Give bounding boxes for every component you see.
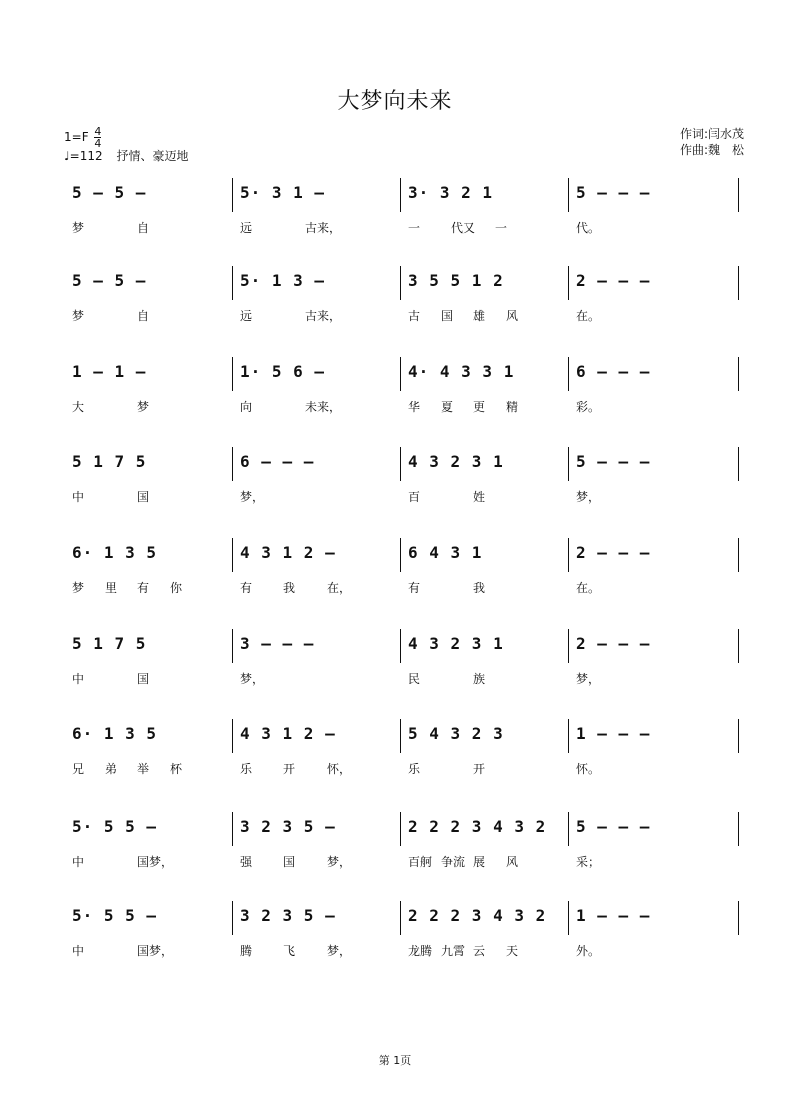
lyric-syllable: 梦，: [327, 944, 352, 958]
bar-line: [738, 901, 739, 935]
composer: 作曲:魏 松: [679, 143, 744, 157]
measure: 2 2 2 3 4 3 2: [408, 817, 547, 836]
measure: 5· 3 1 –: [240, 183, 326, 202]
time-signature: [94, 126, 101, 149]
bar-line: [232, 447, 233, 481]
notes-line: [0, 266, 790, 296]
lyric-syllable: 古: [408, 309, 421, 323]
lyric-syllable: 梦: [72, 221, 85, 235]
measure: 2 2 2 3 4 3 2: [408, 906, 547, 925]
lyric-syllable: 梦，: [576, 672, 601, 686]
bar-line: [232, 901, 233, 935]
bar-line: [568, 901, 569, 935]
lyric-syllable: 中: [72, 944, 85, 958]
lyrics-line: [0, 759, 790, 779]
bar-line: [400, 901, 401, 935]
lyrics-line: [0, 578, 790, 598]
notes-line: [0, 178, 790, 208]
measure: 6· 1 3 5: [72, 543, 158, 562]
lyric-syllable: 风: [506, 855, 519, 869]
bar-line: [400, 719, 401, 753]
measure: 3 2 3 5 –: [240, 817, 336, 836]
measure: 5 1 7 5: [72, 452, 147, 471]
lyric-syllable: 中: [72, 490, 85, 504]
measure: 1 – 1 –: [72, 362, 147, 381]
lyric-syllable: 开: [473, 762, 486, 776]
score-row: [0, 266, 790, 346]
lyric-syllable: 腾: [240, 944, 253, 958]
lyrics-line: [0, 487, 790, 507]
lyric-syllable: 国: [441, 309, 454, 323]
bar-line: [568, 266, 569, 300]
lyric-syllable: 开: [283, 762, 296, 776]
lyric-syllable: 杯: [170, 762, 183, 776]
bar-line: [568, 178, 569, 212]
tempo-mark: ♩=112: [64, 149, 103, 163]
lyrics-line: [0, 941, 790, 961]
lyric-syllable: 在。: [576, 581, 601, 595]
lyric-syllable: 展: [473, 855, 486, 869]
bar-line: [400, 538, 401, 572]
lyric-syllable: 古来，: [305, 309, 342, 323]
bar-line: [738, 178, 739, 212]
lyric-syllable: 国梦，: [137, 944, 174, 958]
tempo-line: [64, 148, 188, 164]
measure: 2 – – –: [576, 271, 651, 290]
measure: 6 4 3 1: [408, 543, 483, 562]
notes-line: [0, 719, 790, 749]
lyric-syllable: 有: [137, 581, 150, 595]
lyric-syllable: 国: [283, 855, 296, 869]
score-row: [0, 719, 790, 799]
bar-line: [738, 357, 739, 391]
lyric-syllable: 弟: [105, 762, 118, 776]
measure: 3 5 5 1 2: [408, 271, 504, 290]
lyric-syllable: 华: [408, 400, 421, 414]
score-row: [0, 538, 790, 618]
measure: 5· 5 5 –: [72, 817, 158, 836]
notes-line: [0, 538, 790, 568]
credits: [680, 126, 744, 158]
measure: 2 – – –: [576, 634, 651, 653]
lyric-syllable: 更: [473, 400, 486, 414]
lyric-syllable: 举: [137, 762, 150, 776]
measure: 5 – 5 –: [72, 183, 147, 202]
bar-line: [568, 357, 569, 391]
lyric-syllable: 云: [473, 944, 486, 958]
notes-line: [0, 901, 790, 931]
lyric-syllable: 族: [473, 672, 486, 686]
bar-line: [738, 812, 739, 846]
measure: 4 3 2 3 1: [408, 452, 504, 471]
bar-line: [568, 812, 569, 846]
style-mark: 抒情、豪迈地: [116, 149, 189, 163]
bar-line: [738, 266, 739, 300]
lyric-syllable: 国梦，: [137, 855, 174, 869]
score-row: [0, 812, 790, 892]
score-row: [0, 901, 790, 981]
bar-line: [738, 538, 739, 572]
lyric-syllable: 在，: [327, 581, 352, 595]
lyric-syllable: 一: [495, 221, 508, 235]
bar-line: [400, 266, 401, 300]
lyric-syllable: 大: [72, 400, 85, 414]
notes-line: [0, 447, 790, 477]
measure: 6 – – –: [240, 452, 315, 471]
lyrics-line: [0, 397, 790, 417]
measure: 5 1 7 5: [72, 634, 147, 653]
lyric-syllable: 兄: [72, 762, 85, 776]
lyric-syllable: 自: [137, 309, 150, 323]
lyric-syllable: 一: [408, 221, 421, 235]
lyric-syllable: 我: [473, 581, 486, 595]
measure: 5· 5 5 –: [72, 906, 158, 925]
lyric-syllable: 彩。: [576, 400, 601, 414]
lyric-syllable: 乐: [408, 762, 421, 776]
measure: 5· 1 3 –: [240, 271, 326, 290]
lyric-syllable: 向: [240, 400, 253, 414]
lyric-syllable: 夏: [441, 400, 454, 414]
measure: 1 – – –: [576, 724, 651, 743]
lyric-syllable: 姓: [473, 490, 486, 504]
lyric-syllable: 国: [137, 490, 150, 504]
bar-line: [568, 447, 569, 481]
measure: 1 – – –: [576, 906, 651, 925]
score-row: [0, 447, 790, 527]
lyrics-line: [0, 306, 790, 326]
measure: 6· 1 3 5: [72, 724, 158, 743]
notes-line: [0, 629, 790, 659]
lyric-syllable: 梦: [137, 400, 150, 414]
lyric-syllable: 梦，: [240, 672, 265, 686]
measure: 5 4 3 2 3: [408, 724, 504, 743]
lyric-syllable: 外。: [576, 944, 601, 958]
bar-line: [400, 629, 401, 663]
bar-line: [232, 538, 233, 572]
lyric-syllable: 国: [137, 672, 150, 686]
bar-line: [400, 812, 401, 846]
lyric-syllable: 梦: [72, 581, 85, 595]
lyric-syllable: 梦，: [576, 490, 601, 504]
lyric-syllable: 九霄: [441, 944, 466, 958]
bar-line: [400, 447, 401, 481]
bar-line: [738, 629, 739, 663]
lyric-syllable: 中: [72, 672, 85, 686]
lyric-syllable: 百舸: [408, 855, 433, 869]
lyric-syllable: 风: [506, 309, 519, 323]
lyric-syllable: 梦，: [240, 490, 265, 504]
bar-line: [568, 538, 569, 572]
bar-line: [232, 266, 233, 300]
measure: 3 – – –: [240, 634, 315, 653]
measure: 4 3 1 2 –: [240, 724, 336, 743]
lyric-syllable: 远: [240, 309, 253, 323]
lyric-syllable: 争流: [441, 855, 466, 869]
lyric-syllable: 民: [408, 672, 421, 686]
lyric-syllable: 代。: [576, 221, 601, 235]
lyric-syllable: 古来，: [305, 221, 342, 235]
measure: 5 – – –: [576, 183, 651, 202]
measure: 6 – – –: [576, 362, 651, 381]
lyric-syllable: 乐: [240, 762, 253, 776]
lyric-syllable: 天: [506, 944, 519, 958]
measure: 5 – – –: [576, 817, 651, 836]
lyric-syllable: 远: [240, 221, 253, 235]
lyric-syllable: 在。: [576, 309, 601, 323]
lyric-syllable: 强: [240, 855, 253, 869]
time-top: 4: [94, 125, 102, 138]
lyric-syllable: 里: [105, 581, 118, 595]
lyric-syllable: 梦，: [327, 855, 352, 869]
measure: 3 2 3 5 –: [240, 906, 336, 925]
measure: 5 – – –: [576, 452, 651, 471]
bar-line: [232, 812, 233, 846]
lyric-syllable: 有: [240, 581, 253, 595]
measure: 4 3 1 2 –: [240, 543, 336, 562]
lyric-syllable: 有: [408, 581, 421, 595]
bar-line: [568, 719, 569, 753]
lyrics-line: [0, 852, 790, 872]
lyric-syllable: 自: [137, 221, 150, 235]
lyric-syllable: 飞: [283, 944, 296, 958]
lyric-syllable: 百: [408, 490, 421, 504]
bar-line: [232, 357, 233, 391]
lyric-syllable: 采；: [576, 855, 601, 869]
lyric-syllable: 你: [170, 581, 183, 595]
time-bottom: 4: [94, 137, 102, 150]
measure: 2 – – –: [576, 543, 651, 562]
score-row: [0, 178, 790, 258]
bar-line: [232, 178, 233, 212]
bar-line: [232, 719, 233, 753]
measure: 5 – 5 –: [72, 271, 147, 290]
measure: 4 3 2 3 1: [408, 634, 504, 653]
score-row: [0, 357, 790, 437]
lyric-syllable: 代又: [451, 221, 476, 235]
lyric-syllable: 未来，: [305, 400, 342, 414]
song-title: 大梦向未来: [337, 89, 453, 114]
lyrics-line: [0, 218, 790, 238]
measure: 4· 4 3 3 1: [408, 362, 515, 381]
page-number: 第 1页: [378, 1054, 412, 1067]
notes-line: [0, 357, 790, 387]
lyric-syllable: 梦: [72, 309, 85, 323]
score-row: [0, 629, 790, 709]
key-label: 1=F: [64, 130, 89, 144]
bar-line: [568, 629, 569, 663]
measure: 1· 5 6 –: [240, 362, 326, 381]
bar-line: [400, 357, 401, 391]
lyric-syllable: 怀，: [327, 762, 352, 776]
key-signature: [64, 126, 101, 149]
lyrics-line: [0, 669, 790, 689]
lyric-syllable: 怀。: [576, 762, 601, 776]
bar-line: [738, 719, 739, 753]
measure: 3· 3 2 1: [408, 183, 494, 202]
bar-line: [232, 629, 233, 663]
notes-line: [0, 812, 790, 842]
bar-line: [400, 178, 401, 212]
lyric-syllable: 我: [283, 581, 296, 595]
lyric-syllable: 龙腾: [408, 944, 433, 958]
lyricist: 作词:闫水茂: [679, 127, 744, 141]
lyric-syllable: 精: [506, 400, 519, 414]
lyric-syllable: 雄: [473, 309, 486, 323]
lyric-syllable: 中: [72, 855, 85, 869]
bar-line: [738, 447, 739, 481]
